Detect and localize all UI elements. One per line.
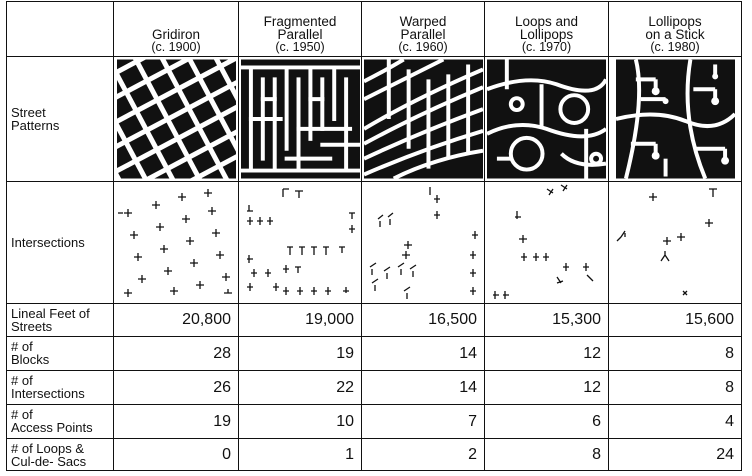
col-name-line1: Lollipops	[648, 14, 702, 29]
pattern-cell-gridiron	[114, 57, 239, 182]
street-pattern-icon	[487, 59, 606, 179]
value-cell: 26	[114, 371, 239, 405]
col-era: (c. 1960)	[398, 40, 448, 54]
row-label-line1: # of	[11, 373, 33, 388]
row-label-line1: # of	[11, 407, 33, 422]
street-pattern-icon	[241, 59, 360, 179]
col-header-lollipops-stick	[609, 2, 742, 57]
row-label-intersections-count	[7, 371, 114, 405]
value-cell: 14	[362, 337, 485, 371]
intersection-cell-warped-parallel	[362, 182, 485, 304]
value-cell: 28	[114, 337, 239, 371]
intersections-row	[7, 182, 742, 304]
col-name-line1: Fragmented	[263, 14, 337, 29]
value-cell: 10	[239, 405, 362, 439]
row-label-lineal-feet	[7, 304, 114, 337]
pattern-cell-fragmented-parallel	[239, 57, 362, 182]
street-patterns-row	[7, 57, 742, 182]
col-header-warped-parallel	[362, 2, 485, 57]
value-cell: 15,300	[485, 304, 609, 337]
col-name-line2: Lollipops	[519, 27, 574, 42]
col-era: (c. 1950)	[275, 40, 325, 54]
col-name-line2: on a Stick	[645, 27, 705, 42]
row-label-line1: Street	[11, 105, 46, 120]
row-label-line2: Cul-de- Sacs	[11, 454, 87, 469]
row-label-line2: Streets	[11, 319, 53, 334]
row-label-blocks	[7, 337, 114, 371]
row-label-loops-culdesacs	[7, 439, 114, 471]
pattern-cell-lollipops-stick	[609, 57, 742, 182]
value-cell: 0	[114, 439, 239, 471]
row-label-line2: Access Points	[11, 420, 93, 435]
col-header-loops-lollipops	[485, 2, 609, 57]
value-cell: 6	[485, 405, 609, 439]
intersection-map-icon	[362, 183, 484, 303]
intersections-count-row	[7, 371, 742, 405]
col-era: (c. 1900)	[151, 40, 201, 54]
value-cell: 8	[485, 439, 609, 471]
intersection-map-icon	[114, 183, 238, 303]
value-cell: 19	[239, 337, 362, 371]
row-label-line2: Blocks	[11, 352, 50, 367]
row-label-intersections: Intersections	[7, 182, 114, 304]
row-label-line2: Patterns	[11, 118, 60, 133]
col-header-fragmented-parallel	[239, 2, 362, 57]
value-cell: 19,000	[239, 304, 362, 337]
row-label-line1: # of Loops &	[11, 441, 84, 456]
lineal-feet-row	[7, 304, 742, 337]
intersection-map-icon	[485, 183, 608, 303]
col-era: (c. 1970)	[521, 40, 572, 54]
value-cell: 14	[362, 371, 485, 405]
intersection-cell-gridiron	[114, 182, 239, 304]
value-cell: 20,800	[114, 304, 239, 337]
pattern-cell-warped-parallel	[362, 57, 485, 182]
col-name-line2: Parallel	[400, 27, 446, 42]
value-cell: 24	[609, 439, 742, 471]
row-label-street-patterns	[7, 57, 114, 182]
intersection-cell-lollipops-stick	[609, 182, 742, 304]
intersection-cell-fragmented-parallel	[239, 182, 362, 304]
street-pattern-icon	[616, 59, 735, 179]
value-cell: 1	[239, 439, 362, 471]
value-cell: 12	[485, 371, 609, 405]
header-row	[7, 2, 742, 57]
access-points-row	[7, 405, 742, 439]
col-name-line1: Warped	[399, 14, 447, 29]
pattern-cell-loops-lollipops	[485, 57, 609, 182]
value-cell: 4	[609, 405, 742, 439]
street-pattern-icon	[364, 59, 483, 179]
value-cell: 15,600	[609, 304, 742, 337]
col-era: (c. 1980)	[650, 40, 700, 54]
row-label-access-points	[7, 405, 114, 439]
col-name: Gridiron	[151, 27, 200, 42]
value-cell: 7	[362, 405, 485, 439]
col-name-line1: Loops and	[514, 14, 579, 29]
value-cell: 8	[609, 371, 742, 405]
blocks-row	[7, 337, 742, 371]
value-cell: 22	[239, 371, 362, 405]
value-cell: 16,500	[362, 304, 485, 337]
value-cell: 8	[609, 337, 742, 371]
intersection-map-icon	[609, 183, 733, 303]
value-cell: 19	[114, 405, 239, 439]
corner-cell	[7, 2, 114, 57]
row-label-line1: # of	[11, 339, 33, 354]
row-label-line1: Lineal Feet of	[11, 306, 90, 321]
intersection-map-icon	[239, 183, 361, 303]
col-header-gridiron	[114, 2, 239, 57]
street-pattern-icon	[117, 59, 236, 179]
street-pattern-table	[6, 1, 742, 471]
loops-culdesacs-row	[7, 439, 742, 471]
row-label-line2: Intersections	[11, 386, 85, 401]
value-cell: 12	[485, 337, 609, 371]
col-name-line2: Parallel	[277, 27, 323, 42]
value-cell: 2	[362, 439, 485, 471]
intersection-cell-loops-lollipops	[485, 182, 609, 304]
